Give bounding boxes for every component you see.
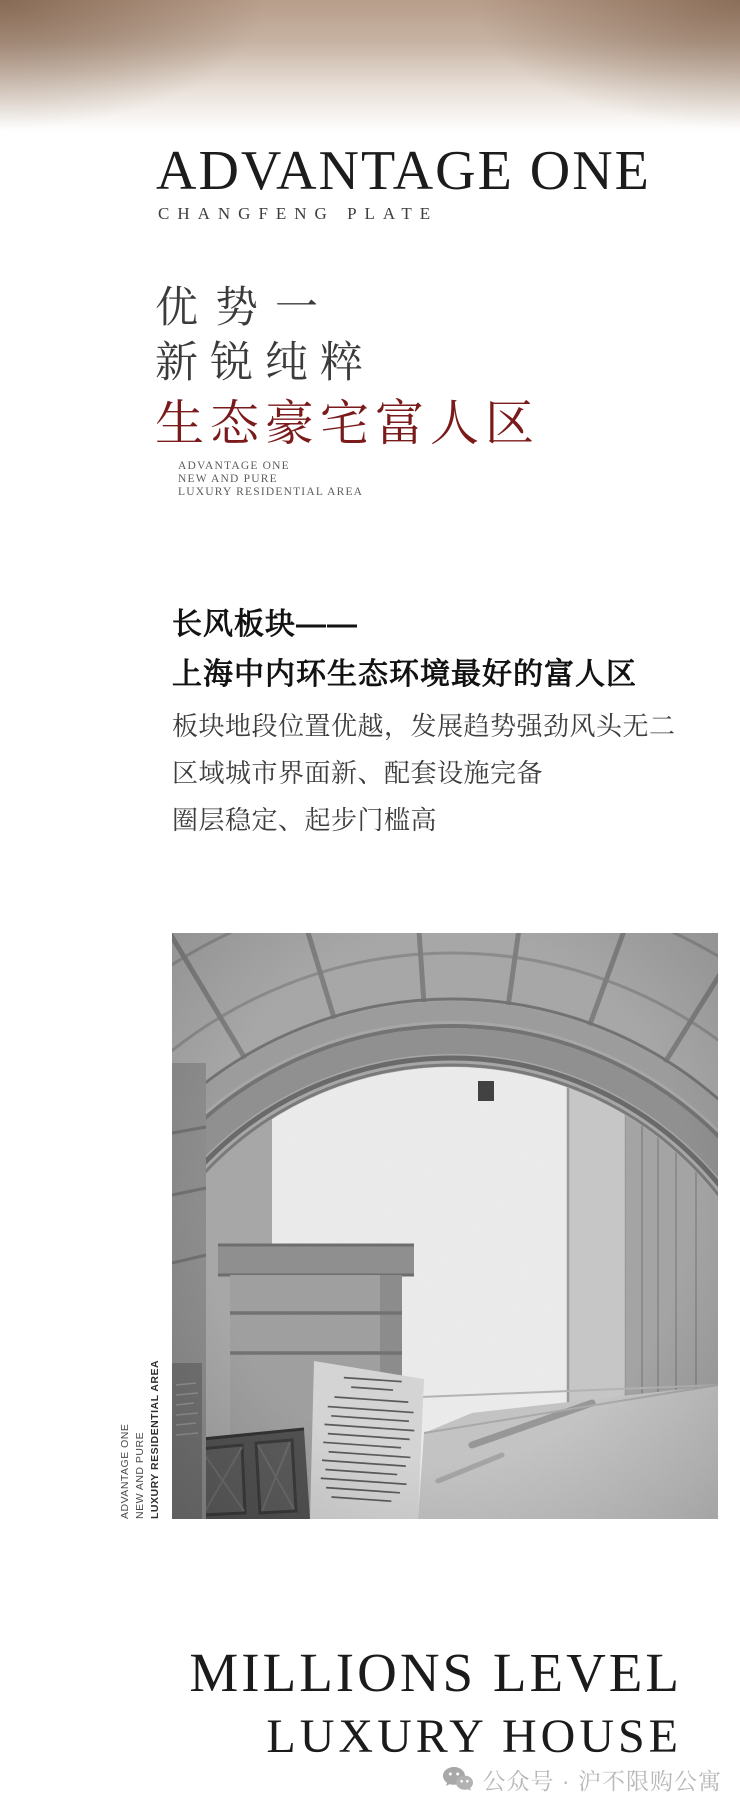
arch-photo — [172, 933, 718, 1519]
page-title: ADVANTAGE ONE — [156, 140, 651, 202]
photo-side-caption-line-2: NEW AND PURE — [134, 1431, 146, 1519]
body-line-3: 圈层稳定、起步门槛高 — [172, 805, 438, 835]
section-heading-1: 长风板块—— — [172, 608, 358, 641]
hero-caption-line-1: ADVANTAGE ONE — [178, 460, 290, 472]
arch-photo-canvas — [172, 933, 718, 1519]
section-heading-2: 上海中内环生态环境最好的富人区 — [172, 658, 637, 691]
body-line-1: 板块地段位置优越，发展趋势强劲风头无二 — [172, 711, 676, 741]
hero-caption-line-2: NEW AND PURE — [178, 473, 278, 485]
page-subtitle: CHANGFENG PLATE — [158, 204, 439, 223]
hero-line-1: 优势一 — [155, 285, 335, 332]
top-sepia-gradient — [0, 0, 740, 132]
photo-side-caption-line-1: ADVANTAGE ONE — [119, 1423, 131, 1519]
hero-caption-line-3: LUXURY RESIDENTIAL AREA — [178, 486, 364, 498]
watermark — [442, 1763, 722, 1796]
body-line-2: 区域城市界面新、配套设施完备 — [172, 758, 544, 788]
footer-line-1: MILLIONS LEVEL — [189, 1642, 682, 1703]
hero-line-2: 新锐纯粹 — [155, 340, 375, 387]
watermark-text: 公众号 · 沪不限购公寓 — [482, 1768, 722, 1794]
wechat-icon — [442, 1766, 474, 1793]
footer-line-2: LUXURY HOUSE — [266, 1710, 682, 1763]
photo-side-caption — [118, 1359, 163, 1519]
photo-side-caption-line-3: LUXURY RESIDENTIAL AREA — [149, 1359, 161, 1519]
hero-line-3-accent: 生态豪宅富人区 — [155, 396, 541, 451]
hero-caption — [178, 460, 363, 499]
